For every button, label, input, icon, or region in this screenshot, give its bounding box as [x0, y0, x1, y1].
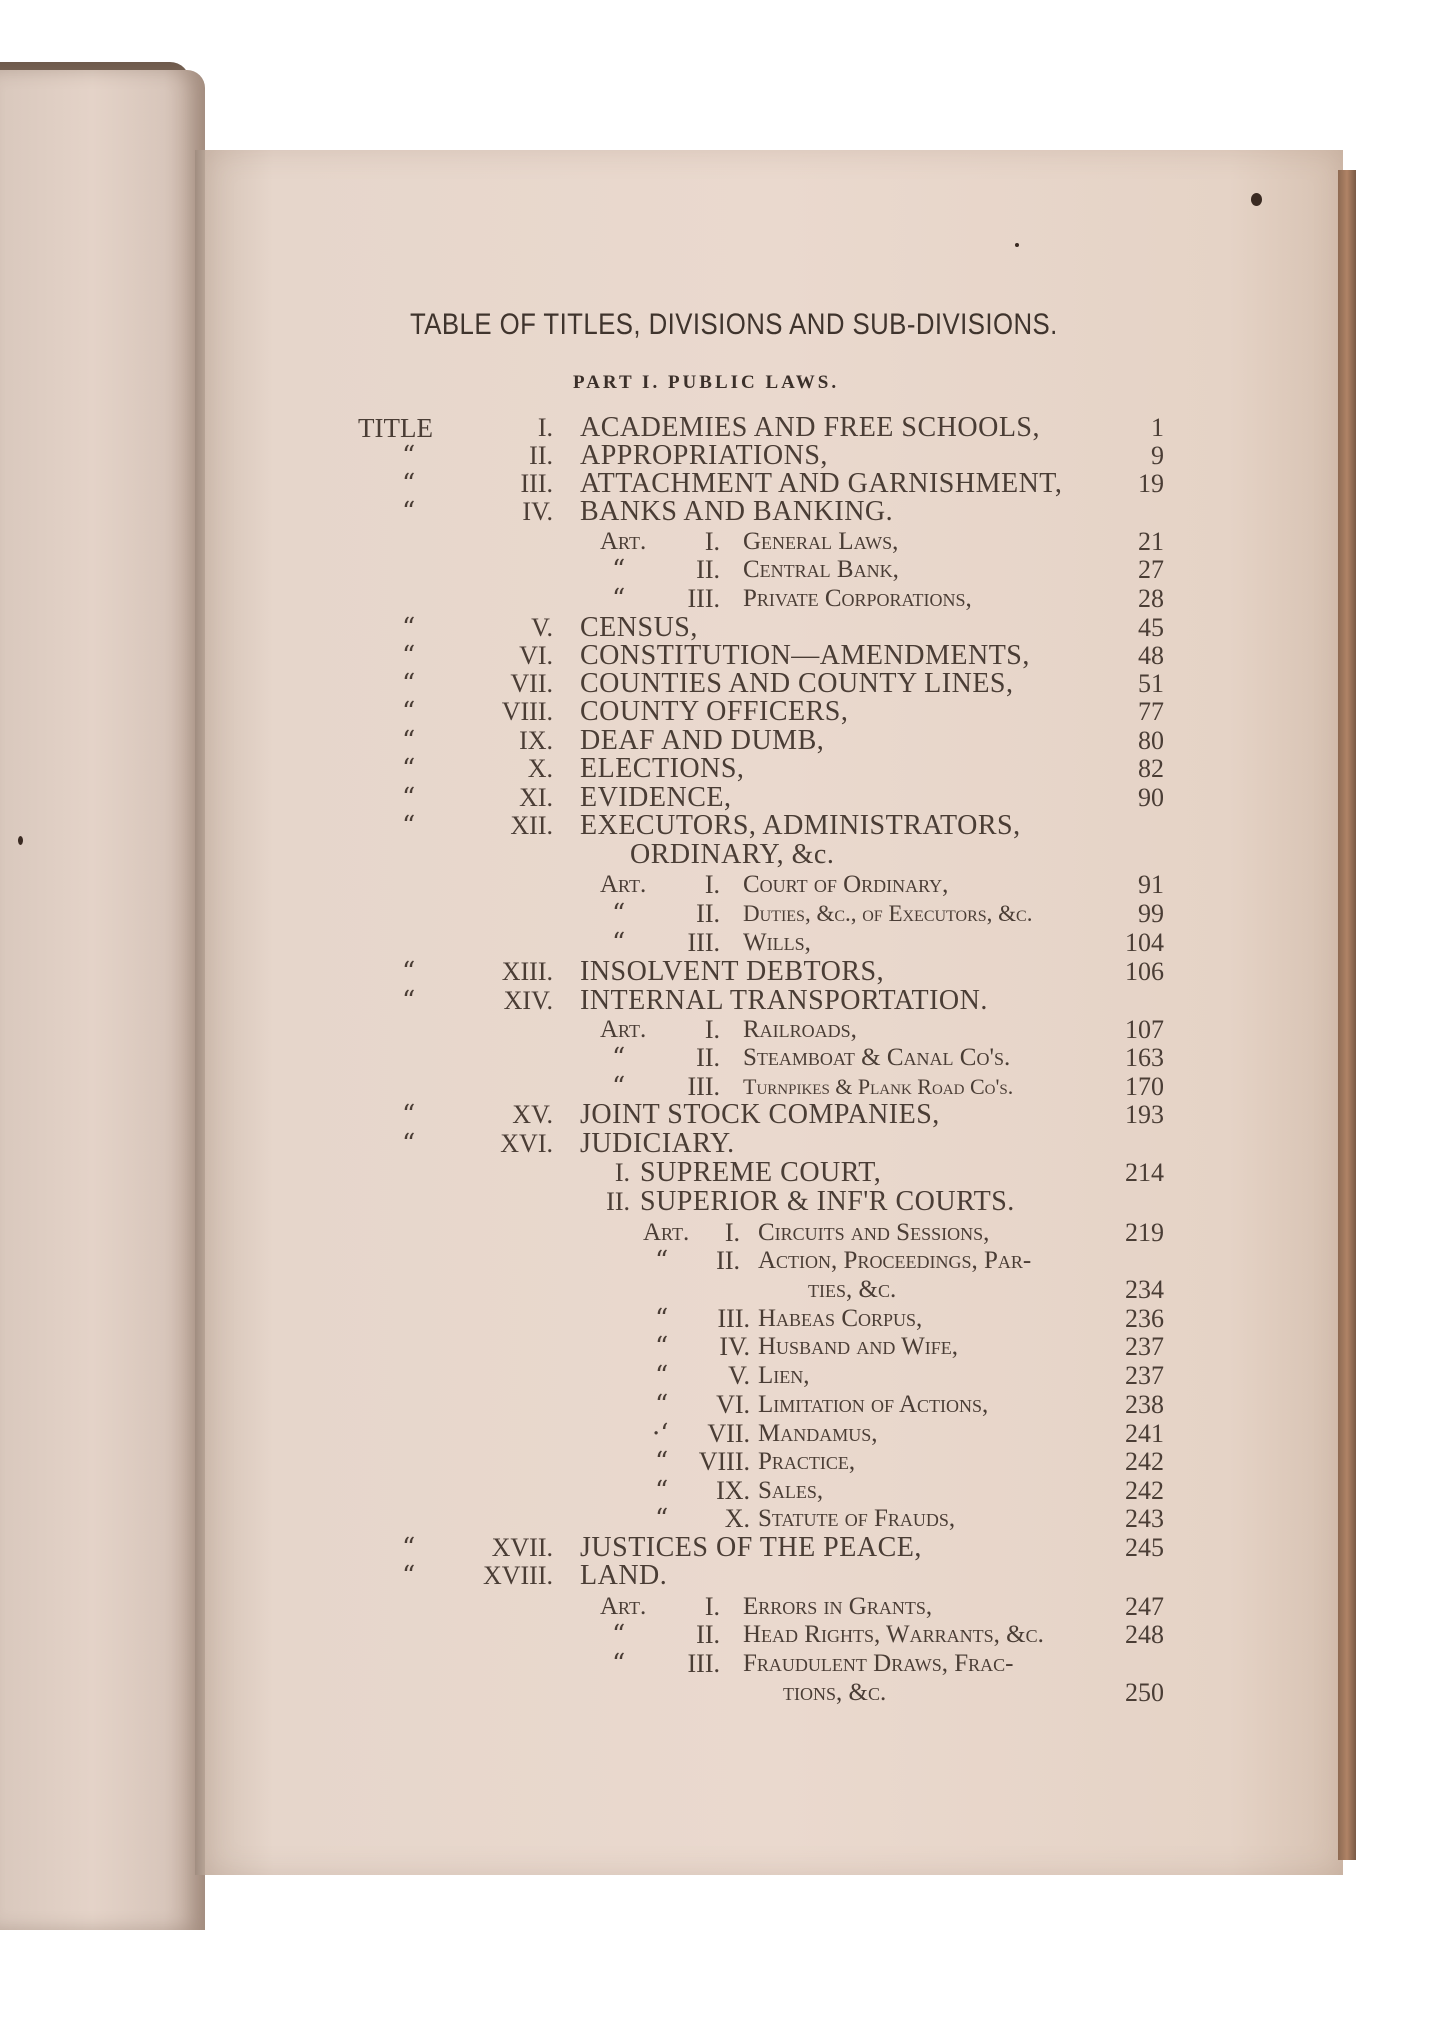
toc-row [0, 812, 1445, 840]
row-number: II. [606, 1187, 630, 1216]
toc-row [0, 670, 1445, 698]
row-prefix: “ [402, 811, 416, 841]
toc-row [0, 1073, 1445, 1101]
toc-row [0, 1391, 1445, 1419]
row-text: Railroads, [743, 1016, 857, 1043]
toc-row [0, 929, 1445, 957]
row-number: XVII. [491, 1533, 553, 1562]
row-prefix: “ [612, 555, 626, 585]
row-page: 9 [1151, 441, 1164, 470]
toc-row [0, 1505, 1445, 1533]
toc-row [0, 614, 1445, 642]
row-number: XIII. [501, 957, 553, 986]
toc-row [0, 1679, 1445, 1707]
toc-row [0, 1044, 1445, 1072]
row-number: XVI. [500, 1129, 553, 1158]
row-number: II. [696, 555, 720, 584]
row-number: VI. [519, 641, 553, 670]
row-number: III. [687, 584, 720, 613]
toc-row [0, 1621, 1445, 1649]
row-text: Court of Ordinary, [743, 871, 949, 898]
row-text: ATTACHMENT AND GARNISHMENT, [580, 468, 1063, 499]
page-title: TABLE OF TITLES, DIVISIONS AND SUB-DIVISIONS. [410, 308, 1058, 341]
row-page: 45 [1138, 613, 1164, 642]
row-prefix: “ [402, 754, 416, 784]
row-number: XV. [512, 1100, 553, 1129]
row-number: VII. [510, 669, 553, 698]
row-prefix: “ [402, 1129, 416, 1159]
row-text: Fraudulent Draws, Frac- [743, 1650, 1014, 1677]
toc-row [0, 1305, 1445, 1333]
row-text: Husband and Wife, [758, 1333, 958, 1360]
toc-row [0, 1188, 1445, 1216]
row-prefix: ·‘ [652, 1419, 669, 1449]
row-text: COUNTIES AND COUNTY LINES, [580, 668, 1014, 699]
toc-row [0, 1159, 1445, 1187]
row-prefix: Art. [643, 1219, 690, 1246]
row-prefix: “ [655, 1390, 669, 1420]
row-text: EXECUTORS, ADMINISTRATORS, [580, 810, 1021, 841]
row-prefix: “ [612, 584, 626, 614]
row-page: 243 [1125, 1504, 1164, 1533]
row-number: X. [724, 1504, 750, 1533]
row-page: 170 [1125, 1072, 1164, 1101]
row-number: I. [704, 1015, 720, 1044]
toc-row [0, 1534, 1445, 1562]
row-number: IV. [522, 497, 553, 526]
row-text: Circuits and Sessions, [758, 1219, 990, 1246]
row-number: VIII. [698, 1447, 750, 1476]
toc-row [0, 556, 1445, 584]
toc-row [0, 900, 1445, 928]
row-page: 214 [1125, 1158, 1164, 1187]
row-text: ACADEMIES AND FREE SCHOOLS, [580, 412, 1040, 443]
row-number: I. [704, 1592, 720, 1621]
row-prefix: Art. [600, 528, 647, 555]
toc-row [0, 1333, 1445, 1361]
row-number: XIV. [503, 986, 553, 1015]
row-page: 238 [1125, 1390, 1164, 1419]
row-page: 99 [1138, 899, 1164, 928]
toc-row [0, 1247, 1445, 1275]
row-text: COUNTY OFFICERS, [580, 696, 849, 727]
row-page: 106 [1125, 957, 1164, 986]
row-prefix: Art. [600, 871, 647, 898]
row-number: XI. [519, 783, 553, 812]
row-number: VIII. [501, 697, 553, 726]
row-prefix: “ [402, 469, 416, 499]
row-text: Wills, [743, 929, 811, 956]
toc-row [0, 1448, 1445, 1476]
row-page: 193 [1125, 1100, 1164, 1129]
row-text: General Laws, [743, 528, 899, 555]
row-prefix: “ [612, 1043, 626, 1073]
row-page: 51 [1138, 669, 1164, 698]
toc-row [0, 841, 1445, 869]
toc-row [0, 528, 1445, 556]
row-prefix: “ [655, 1447, 669, 1477]
row-text: Lien, [758, 1362, 810, 1389]
row-text: BANKS AND BANKING. [580, 496, 894, 527]
row-number: I. [724, 1218, 740, 1247]
row-text: Head Rights, Warrants, &c. [743, 1621, 1044, 1648]
row-text: Errors in Grants, [743, 1593, 933, 1620]
row-number: VI. [716, 1390, 750, 1419]
row-text: EVIDENCE, [580, 782, 732, 813]
row-number: III. [717, 1304, 750, 1333]
row-number: I. [614, 1158, 630, 1187]
row-text: ELECTIONS, [580, 753, 745, 784]
row-page: 28 [1138, 584, 1164, 613]
row-number: V. [728, 1361, 750, 1390]
row-text: CENSUS, [580, 612, 698, 643]
row-text: LAND. [580, 1560, 668, 1591]
row-page: 245 [1125, 1533, 1164, 1562]
row-number: III. [687, 1649, 720, 1678]
row-page: 90 [1138, 783, 1164, 812]
row-prefix: “ [402, 669, 416, 699]
row-prefix: “ [402, 986, 416, 1016]
row-number: III. [520, 469, 553, 498]
row-page: 82 [1138, 754, 1164, 783]
row-page: 1 [1151, 413, 1164, 442]
row-prefix: “ [655, 1332, 669, 1362]
row-number: II. [696, 1043, 720, 1072]
row-prefix: “ [655, 1361, 669, 1391]
row-number: III. [687, 928, 720, 957]
toc-row [0, 871, 1445, 899]
row-text: SUPREME COURT, [640, 1157, 882, 1188]
row-prefix: “ [655, 1476, 669, 1506]
row-page: 107 [1125, 1015, 1164, 1044]
row-number: IV. [719, 1332, 750, 1361]
row-text: Central Bank, [743, 556, 899, 583]
row-number: II. [696, 899, 720, 928]
toc-row [0, 727, 1445, 755]
row-prefix: “ [402, 1533, 416, 1563]
part-heading: PART I. PUBLIC LAWS. [573, 372, 840, 393]
toc-row [0, 784, 1445, 812]
row-text: ORDINARY, &c. [630, 839, 835, 870]
row-text: Steamboat & Canal Co's. [743, 1044, 1011, 1071]
toc-row [0, 642, 1445, 670]
row-text: Turnpikes & Plank Road Co's. [743, 1074, 1014, 1099]
row-text: CONSTITUTION—AMENDMENTS, [580, 640, 1030, 671]
row-prefix: “ [402, 697, 416, 727]
row-page: 247 [1125, 1592, 1164, 1621]
row-prefix: “ [402, 613, 416, 643]
toc-row [0, 987, 1445, 1015]
toc-row [0, 470, 1445, 498]
toc-row [0, 755, 1445, 783]
toc-row [0, 1101, 1445, 1129]
row-page: 248 [1125, 1620, 1164, 1649]
row-prefix: “ [402, 957, 416, 987]
row-page: 237 [1125, 1361, 1164, 1390]
row-text: APPROPRIATIONS, [580, 440, 828, 471]
row-text: Practice, [758, 1448, 856, 1475]
row-number: III. [687, 1072, 720, 1101]
row-prefix: “ [402, 441, 416, 471]
toc-row [0, 414, 1445, 442]
row-text: Action, Proceedings, Par- [758, 1247, 1032, 1274]
toc-row [0, 1420, 1445, 1448]
row-prefix: “ [655, 1246, 669, 1276]
row-prefix: Art. [600, 1016, 647, 1043]
row-prefix: Art. [600, 1593, 647, 1620]
row-text: SUPERIOR & INF'R COURTS. [640, 1186, 1015, 1217]
toc-row [0, 1219, 1445, 1247]
row-text: INSOLVENT DEBTORS, [580, 956, 885, 987]
row-page: 236 [1125, 1304, 1164, 1333]
row-page: 19 [1138, 469, 1164, 498]
row-page: 104 [1125, 928, 1164, 957]
row-page: 21 [1138, 527, 1164, 556]
row-text: tions, &c. [783, 1679, 887, 1706]
row-prefix: “ [612, 928, 626, 958]
row-text: Mandamus, [758, 1420, 878, 1447]
toc-row [0, 1362, 1445, 1390]
row-page: 237 [1125, 1332, 1164, 1361]
row-number: I. [704, 870, 720, 899]
row-prefix: TITLE [358, 413, 433, 443]
row-text: ties, &c. [808, 1276, 897, 1303]
row-text: Sales, [758, 1477, 824, 1504]
row-text: Habeas Corpus, [758, 1305, 923, 1332]
row-page: 80 [1138, 726, 1164, 755]
row-text: Limitation of Actions, [758, 1391, 989, 1418]
row-page: 77 [1138, 697, 1164, 726]
row-number: XVIII. [482, 1561, 553, 1590]
row-number: V. [531, 613, 553, 642]
row-page: 234 [1125, 1275, 1164, 1304]
row-text: Private Corporations, [743, 585, 972, 612]
toc-row [0, 1562, 1445, 1590]
row-number: VII. [707, 1419, 750, 1448]
row-prefix: “ [402, 497, 416, 527]
row-page: 27 [1138, 555, 1164, 584]
row-page: 163 [1125, 1043, 1164, 1072]
row-number: II. [716, 1246, 740, 1275]
row-text: INTERNAL TRANSPORTATION. [580, 985, 988, 1016]
row-page: 250 [1125, 1678, 1164, 1707]
row-prefix: “ [655, 1304, 669, 1334]
row-prefix: “ [402, 1561, 416, 1591]
row-number: IX. [519, 726, 553, 755]
row-prefix: “ [402, 726, 416, 756]
row-text: JOINT STOCK COMPANIES, [580, 1099, 940, 1130]
row-prefix: “ [402, 641, 416, 671]
row-number: I. [537, 413, 553, 442]
row-text: Duties, &c., of Executors, &c. [743, 901, 1033, 926]
row-prefix: “ [402, 783, 416, 813]
row-prefix: “ [612, 1620, 626, 1650]
toc-row [0, 1130, 1445, 1158]
row-number: XII. [510, 811, 553, 840]
row-text: Statute of Frauds, [758, 1505, 956, 1532]
row-text: DEAF AND DUMB, [580, 725, 825, 756]
row-prefix: “ [612, 1072, 626, 1102]
toc-row [0, 442, 1445, 470]
row-text: JUDICIARY. [580, 1128, 735, 1159]
row-number: II. [529, 441, 553, 470]
row-number: II. [696, 1620, 720, 1649]
toc-row [0, 585, 1445, 613]
toc-row [0, 1477, 1445, 1505]
toc-row [0, 698, 1445, 726]
row-number: IX. [716, 1476, 750, 1505]
toc-row [0, 1276, 1445, 1304]
row-page: 48 [1138, 641, 1164, 670]
toc-row [0, 1650, 1445, 1678]
row-page: 219 [1125, 1218, 1164, 1247]
row-page: 241 [1125, 1419, 1164, 1448]
toc-row [0, 1016, 1445, 1044]
row-prefix: “ [612, 1649, 626, 1679]
row-prefix: “ [612, 899, 626, 929]
toc-row [0, 498, 1445, 526]
row-prefix: “ [655, 1504, 669, 1534]
row-number: I. [704, 527, 720, 556]
row-page: 242 [1125, 1447, 1164, 1476]
row-page: 91 [1138, 870, 1164, 899]
row-number: X. [527, 754, 553, 783]
row-page: 242 [1125, 1476, 1164, 1505]
row-text: JUSTICES OF THE PEACE, [580, 1532, 922, 1563]
toc-row [0, 958, 1445, 986]
toc-row [0, 1593, 1445, 1621]
row-prefix: “ [402, 1100, 416, 1130]
